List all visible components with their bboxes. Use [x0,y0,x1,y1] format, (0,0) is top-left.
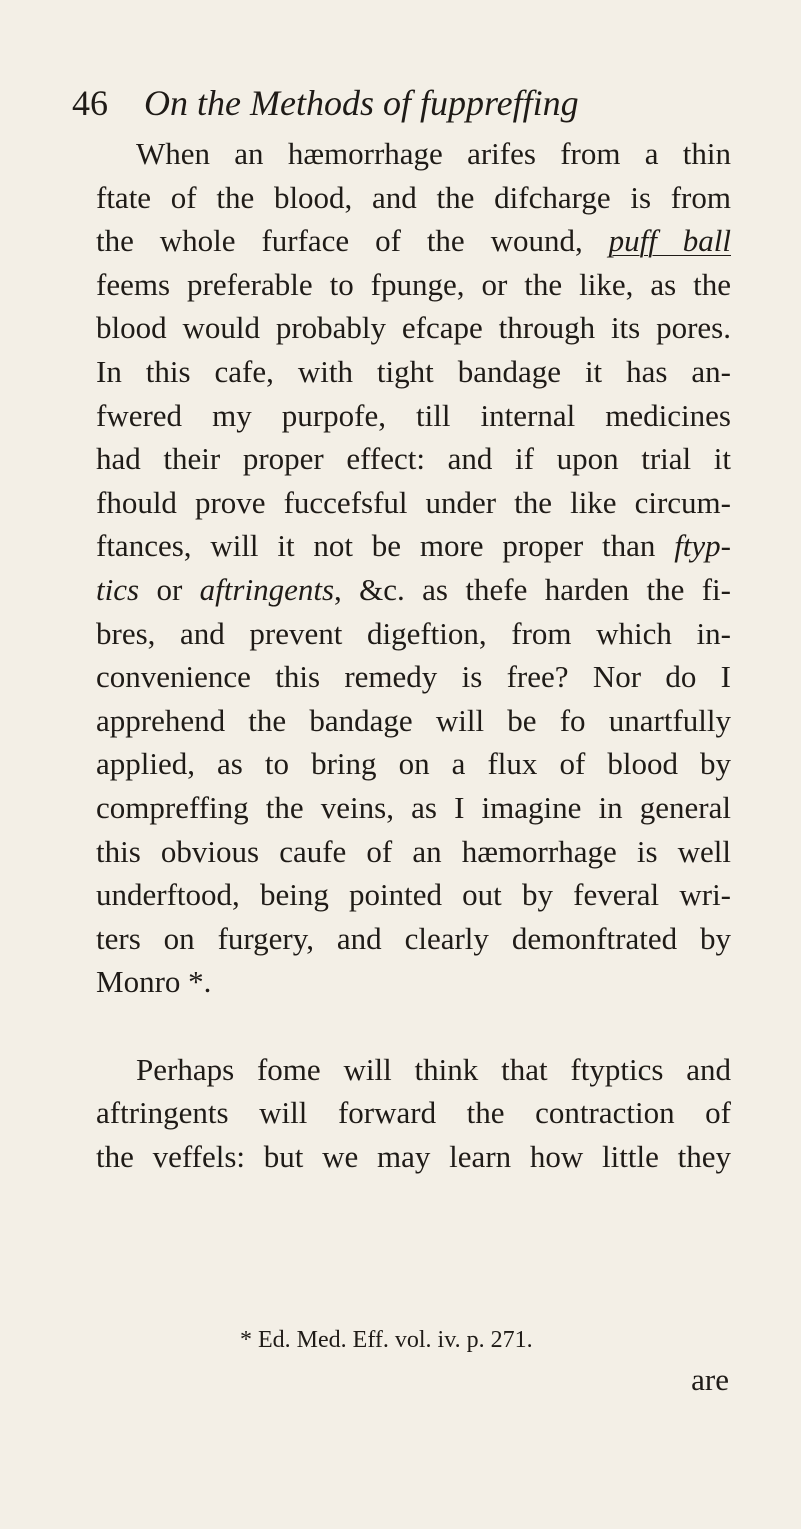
text-line: ters on furgery, and clearly demonftrated by [96,920,731,956]
text-line: ftate of the blood, and the difcharge is from [96,179,731,215]
text-line: this obvious caufe of an hæmorrhage is well [96,833,731,869]
text-line: the veffels: but we may learn how little they [96,1139,731,1175]
text-line: Monro *. [96,964,212,1000]
footnote: * Ed. Med. Eff. vol. iv. p. 271. [240,1327,533,1353]
text-line: blood would probably efcape through its pores. [96,310,731,346]
text-line: compreffing the veins, as I imagine in general [96,789,731,825]
page-header [72,78,732,128]
running-title: On the Methods of fuppreffing [144,83,579,123]
text-line: feems preferable to fpunge, or the like, as the [96,266,731,302]
text-line: convenience this remedy is free? Nor do I [96,659,731,695]
italic-term-puff-ball: puff ball [608,223,731,259]
main-text [96,132,731,1179]
text-line: aftringents will forward the contraction of [96,1095,731,1131]
page-number: 46 [72,83,108,123]
text-line: underftood, being pointed out by feveral wri- [96,877,731,913]
text-line: In this cafe, with tight bandage it has an- [96,353,731,389]
text-line: applied, as to bring on a flux of blood by [96,746,731,782]
paragraph-gap [96,1004,731,1048]
text-line: Perhaps fome will think that ftyptics and [136,1051,731,1087]
catchword: are [691,1362,729,1397]
text-run: or [139,571,200,607]
italic-term-astringents: aftringents [199,571,335,607]
text-line [96,219,731,263]
text-line: had their proper effect: and if upon trial it [96,441,731,477]
text-run: the whole furface of the wound, [96,223,609,259]
text-line: bres, and prevent digeftion, from which in- [96,615,731,651]
text-run: ftances, will it not be more proper than [96,528,675,564]
text-line: apprehend the bandage will be fo unartfully [96,702,731,738]
paragraph-2 [96,1048,731,1179]
text-line: fhould prove fuccefsful under the like circum- [96,484,731,520]
text-line [96,568,731,612]
text-line: fwered my purpofe, till internal medicines [96,397,731,433]
text-line: When an hæmorrhage arifes from a thin [136,136,731,171]
italic-term-tics: tics [96,571,140,607]
paragraph-1 [96,132,731,1004]
text-run: , &c. as thefe harden the fi- [334,571,731,607]
text-line [96,524,731,568]
italic-term-styptics: ftyp- [674,528,731,564]
